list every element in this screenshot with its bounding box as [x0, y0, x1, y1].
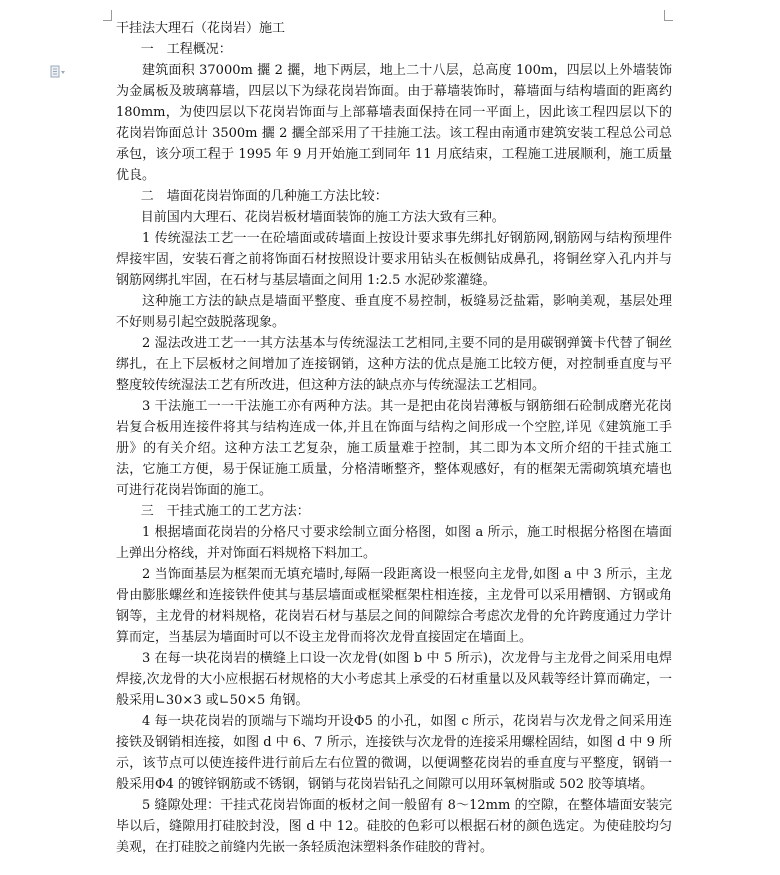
paragraph: 3 在每一块花岗岩的横缝上口设一次龙骨(如图 b 中 5 所示)，次龙骨与主龙骨之间采用电焊焊接,次龙骨的大小应根据石材规格的大小考虑其上承受的石材重量以及风载等经计算而确定，一般采用∟30×3 或∟50×5 角钢。: [116, 651, 672, 708]
paragraph: 二 墙面花岗岩饰面的几种施工方法比较：: [140, 189, 388, 204]
paragraph: 5 缝隙处理：干挂式花岗岩饰面的板材之间一般留有 8～12mm 的空隙，在整体墙面安装完毕以后，缝隙用打硅胶封没，图 d 中 12。硅胶的色彩可以根据石材的颜色选定。为使硅胶均匀美观，在打硅胶之前缝内先嵌一条轻质泡沫塑料条作硅胶的背衬。: [116, 798, 672, 855]
paragraph: 2 湿法改进工艺一一其方法基本与传统湿法工艺相同,主要不同的是用碳钢弹簧卡代替了铜丝绑扎，在上下层板材之间增加了连接钢销，这种方法的优点是施工比较方便，对控制垂直度与平整度较传统湿法工艺有所改进，但这种方法的缺点亦与传统湿法工艺相同。: [116, 336, 672, 393]
document-title: 干挂法大理石（花岗岩）施工: [116, 21, 286, 36]
paragraph: 4 每一块花岗岩的顶端与下端均开设Φ5 的小孔，如图 c 所示，花岗岩与次龙骨之间采用连接铁及钢销相连接，如图 d 中 6、7 所示，连接铁与次龙骨的连接采用螺栓固结，如图 d 中 9 所示，该节点可以使连接件进行前后左右位置的微调，以便调整花岗岩的垂直度与平整度，钢销一般采用Φ4 的镀锌钢筋或不锈钢，钢销与花岗岩钻孔之间隙可以用环氧树脂或 502 胶等填堵。: [116, 714, 672, 792]
document-outline-icon[interactable]: [50, 64, 66, 78]
paragraph: 1 根据墙面花岗岩的分格尺寸要求绘制立面分格图，如图 a 所示，施工时根据分格图在墙面上弹出分格线，并对饰面石料规格下料加工。: [116, 525, 672, 561]
paragraph: 1 传统湿法工艺一一在砼墙面或砖墙面上按设计要求事先绑扎好钢筋网,钢筋网与结构预埋件焊接牢固，安装石膏之前将饰面石材按照设计要求用钻头在板侧钻成鼻孔，将铜丝穿入孔内并与钢筋网绑扎牢固，在石材与基层墙面之间用 1:2.5 水泥砂浆灌缝。: [116, 231, 672, 288]
paragraph: 三 干挂式施工的工艺方法：: [140, 504, 310, 519]
paragraph: 建筑面积 37000m 攦 2 攦，地下两层，地上二十八层，总高度 100m，四层以上外墙装饰为金属板及玻璃幕墙，四层以下为绿花岗岩饰面。由于幕墙装饰时，幕墙面与结构墙面的距离约 180mm，为使四层以下花岗岩饰面与上部幕墙表面保持在同一平面上，因此该工程四层以下的花岗岩饰面总计 3500m 攦 2 攦全部采用了干挂施工法。该工程由南通市建筑安装工程总公司总承包，该分项工程于 1995 年 9 月开始施工到同年 11 月底结束，工程施工进展顺利，施工质量优良。: [116, 63, 672, 183]
paragraph: 目前国内大理石、花岗岩板材墙面装饰的施工方法大致有三种。: [140, 210, 505, 225]
paragraph: 一 工程概况：: [140, 42, 232, 57]
page-corner-mark-left: [103, 10, 112, 21]
paragraph: 3 干法施工一一干法施工亦有两种方法。其一是把由花岗岩薄板与钢筋细石砼制成磨光花岗岩复合板用连接件将其与结构连成一体,并且在饰面与结构之间形成一个空腔,详见《建筑施工手册》的有关介绍。这种方法工艺复杂，施工质量难于控制，其二即为本文所介绍的干挂式施工法，它施工方便，易于保证施工质量，分格清晰整齐，整体观感好，有的框架无需砌筑填充墙也可进行花岗岩饰面的施工。: [116, 399, 672, 498]
paragraph: 2 当饰面基层为框架而无填充墙时,每隔一段距离设一根竖向主龙骨,如图 a 中 3 所示，主龙骨由膨胀螺丝和连接铁件使其与基层墙面或框梁框架柱相连接，主龙骨可以采用槽钢、方钢或角钢等，主龙骨的材料规格，花岗岩石材与基层之间的间隙综合考虑次龙骨的允许跨度通过力学计算而定，当基层为墙面时可以不设主龙骨而将次龙骨直接固定在墙面上。: [116, 567, 672, 645]
paragraph: 这种施工方法的缺点是墙面平整度、垂直度不易控制，板缝易泛盐霜，影响美观，基层处理不好则易引起空鼓脱落现象。: [116, 294, 672, 330]
document-body: [116, 18, 672, 858]
